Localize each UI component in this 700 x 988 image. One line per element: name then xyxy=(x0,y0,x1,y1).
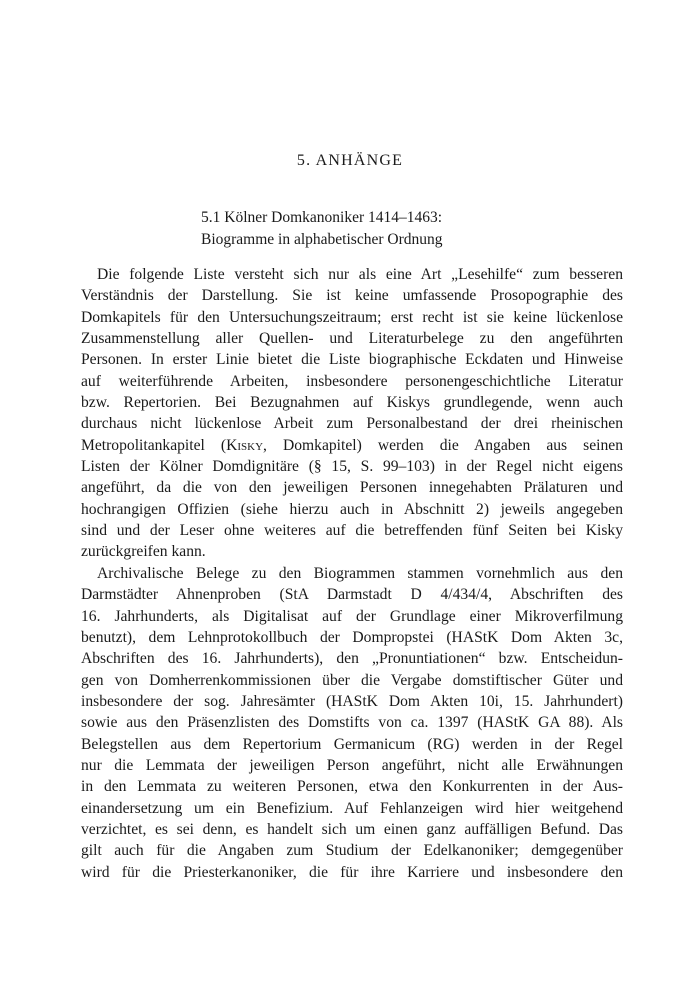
text-line: insbesondere der sog. Jahresämter (HAStK Dom Akten 10i, 15. Jahrhundert) xyxy=(81,692,623,710)
text-line: sowie aus den Präsenzlisten des Domstifts von ca. 1397 (HAStK GA 88). Als xyxy=(81,714,623,732)
text-line: Zusammenstellung aller Quellen- und Literaturbelege zu den angeführten xyxy=(81,330,623,348)
author-smallcaps: Kisky xyxy=(226,436,264,454)
text-line: Belegstellen aus dem Repertorium Germanicum (RG) werden in der Regel xyxy=(81,735,623,753)
paragraph xyxy=(81,563,623,883)
text-line: durchaus nicht lückenlose Arbeit zum Personalbestand der drei rheinischen xyxy=(81,415,623,433)
text-line: wird für die Priesterkanoniker, die für ihre Karriere und insbesondere den xyxy=(81,863,623,881)
text-line: Listen der Kölner Domdignitäre (§ 15, S. 99–103) in der Regel nicht eigens xyxy=(81,458,623,476)
text-line: 16. Jahrhunderts, als Digitalisat auf der Grundlage einer Mikroverfilmung xyxy=(81,607,623,625)
text-line: bzw. Repertorien. Bei Bezugnahmen auf Kiskys grundlegende, wenn auch xyxy=(81,394,623,412)
text-line: Verständnis der Darstellung. Sie ist keine umfassende Prosopographie des xyxy=(81,287,623,305)
text-line: Abschriften des 16. Jahrhunderts), den „Pronuntiationen“ bzw. Entscheidun- xyxy=(81,650,623,668)
text-line: Personen. In erster Linie bietet die Liste biographische Eckdaten und Hinweise xyxy=(81,351,623,369)
section-title-line-2: Biogramme in alphabetischer Ordnung xyxy=(201,231,443,248)
text-line: zurückgreifen kann. xyxy=(81,543,206,561)
body-text xyxy=(81,264,623,883)
text-line: gen von Domherrenkommissionen über die Vergabe domstiftischer Güter und xyxy=(81,671,623,689)
paragraph xyxy=(81,264,623,563)
text-line: verzichtet, es sei denn, es handelt sich um einen ganz auffälligen Befund. Das xyxy=(81,820,623,838)
section-title xyxy=(201,207,442,251)
text-line: auf weiterführende Arbeiten, insbesondere personengeschichtliche Literatur xyxy=(81,372,623,390)
text-line: angeführt, da die von den jeweiligen Personen innegehabten Prälaturen und xyxy=(81,479,623,497)
text-line: Domkapitels für den Untersuchungszeitraum; erst recht ist sie keine lückenlose xyxy=(81,308,623,326)
text-line: benutzt), dem Lehnprotokollbuch der Dompropstei (HAStK Dom Akten 3c, xyxy=(81,628,623,646)
text-line: einandersetzung um ein Benefizium. Auf Fehlanzeigen wird hier weitgehend xyxy=(81,799,623,817)
chapter-title: 5. ANHÄNGE xyxy=(296,152,404,169)
text-line: Metropolitankapitel (Kisky, Domkapitel) werden die Angaben aus seinen xyxy=(81,436,623,454)
text-line: Die folgende Liste versteht sich nur als eine Art „Lesehilfe“ zum besseren xyxy=(97,266,623,283)
text-line: hochrangigen Offizien (siehe hierzu auch in Abschnitt 2) jeweils angegeben xyxy=(81,500,623,518)
section-title-line-1: 5.1 Kölner Domkanoniker 1414–1463: xyxy=(201,209,443,226)
text-line: sind und der Leser ohne weiteres auf die betreffenden fünf Seiten bei Kisky xyxy=(81,522,623,540)
text-line: nur die Lemmata der jeweiligen Person angeführt, nicht alle Erwähnungen xyxy=(81,756,623,774)
text-line: Darmstädter Ahnenproben (StA Darmstadt D 4/434/4, Abschriften des xyxy=(81,586,623,604)
text-line: in den Lemmata zu weiteren Personen, etwa den Konkurrenten in der Aus- xyxy=(81,778,623,796)
text-line: Archivalische Belege zu den Biogrammen stammen vornehmlich aus den xyxy=(97,564,623,582)
text-line: gilt auch für die Angaben zum Studium der Edelkanoniker; demgegenüber xyxy=(81,842,623,860)
